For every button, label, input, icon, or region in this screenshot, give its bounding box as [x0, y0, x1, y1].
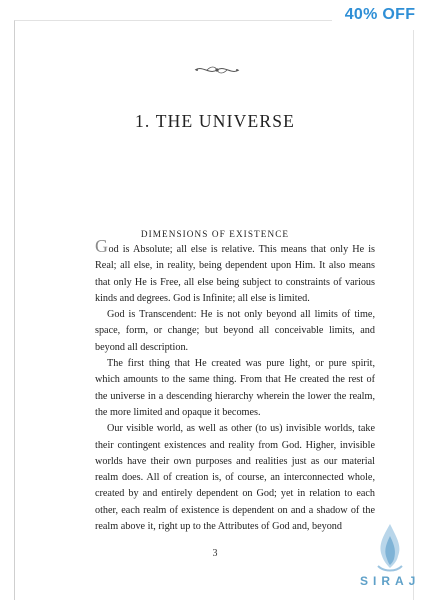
book-page [14, 20, 414, 600]
section-heading: DIMENSIONS OF EXISTENCE [140, 229, 290, 239]
paragraph-1-text: od is Absolute; all else is relative. This means that only He is Real; all else, in reality, being dependent upon Him. It also means that only He is Free, all else being subject to constraints of various kinds and degrees. God is Infinite; all else is limited. [95, 244, 375, 304]
siraj-logo [360, 522, 420, 596]
ornament-icon [193, 63, 241, 77]
paragraph-2: God is Transcendent: He is not only beyond all limits of time, space, form, or change; but beyond all conceivable limits, and beyond all description. [95, 309, 375, 353]
paragraph-3: The first thing that He created was pure light, or pure spirit, which amounts to the same thing. From that He created the rest of the universe in a descending hierarchy wherein the lower the realm, the more limited and opaque it becomes. [95, 358, 375, 418]
discount-badge: 40% OFF [332, 0, 428, 30]
chapter-title: 1. THE UNIVERSE [134, 111, 296, 131]
drop-cap: G [95, 236, 108, 256]
paragraph-4: Our visible world, as well as other (to us) invisible worlds, take their contingent existences and reality from God. Higher, invisible worlds have their own purposes and realities just as our material realm does. All of creation is, of course, an interconnected whole, created by and entirely dependent on God; yet in relation to each other, each realm of existence is dependent on and a shadow of the realm above it, right up to the Attributes of God and, beyond [95, 423, 375, 533]
siraj-wordmark: SIRAJ [360, 574, 421, 588]
paragraph-1 [95, 236, 375, 307]
page-number: 3 [212, 548, 218, 559]
body-text [95, 236, 375, 535]
flame-logo-icon [360, 522, 420, 574]
